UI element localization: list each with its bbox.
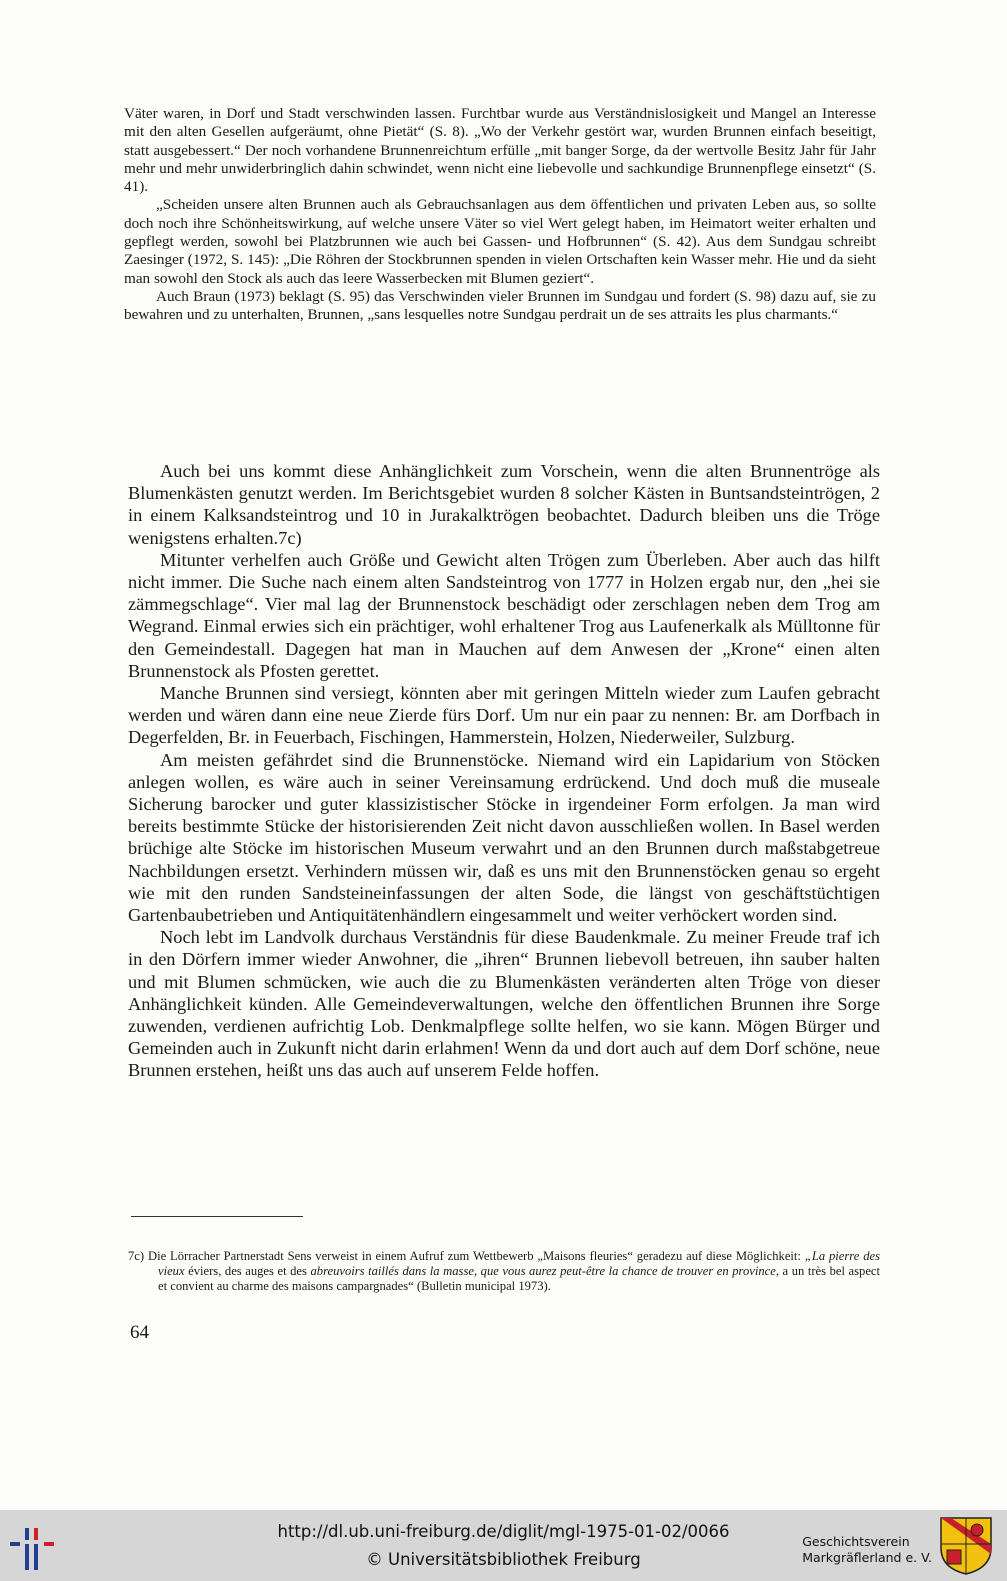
document-url[interactable]: http://dl.ub.uni-freiburg.de/diglit/mgl-1975-01-02/0066: [277, 1522, 730, 1541]
coat-of-arms-icon: [937, 1514, 995, 1576]
footnote-text: Die Lörracher Partnerstadt Sens verweist in einem Aufruf zum Wettbewerb „Maisons fleuries“ geradezu auf diese Möglichkeit:: [147, 1249, 805, 1263]
association-line: Geschichtsverein: [802, 1534, 910, 1549]
body-paragraph: Manche Brunnen sind versiegt, könnten aber mit geringen Mitteln wieder zum Laufen gebracht werden und wären dann eine neue Zierde fürs Dorf. Um nur ein paar zu nennen: Br. am Dorfbach in Degerfelden, Br. in Feuerbach, Fischingen, Hammerstein, Holzen, Niederweiler, Sulzburg.: [128, 683, 880, 748]
body-paragraph: Mitunter verhelfen auch Größe und Gewicht alten Trögen zum Überleben. Aber auch das hilft nicht immer. Die Suche nach einem alten Sandsteintrog von 1777 in Holzen ergab nur, den „hei sie zämmegschlage“. Vier mal lag der Brunnenstock beschädigt oder zerschlagen neben dem Trog am Wegrand. Einmal erwies sich ein prächtiger, wohl erhaltener Trog aus Laufenerkalk als Mülltonne für den Gemeindestall. Dagegen hat man in Mauchen auf dem Anwesen der „Krone“ einen alten Brunnenstock als Pfosten gerettet.: [128, 549, 880, 681]
footnote: [128, 1249, 880, 1294]
footnote-text: a un très bel aspect et convient au charme des maisons campargnades“ (Bulletin municipal 1973).: [158, 1264, 880, 1294]
footnote-italic: „La pierre des vieux: [158, 1249, 880, 1279]
association-name: [802, 1534, 932, 1566]
quote-paragraph: Väter waren, in Dorf und Stadt verschwinden lassen. Furchtbar wurde aus Verständnislosigkeit und Mangel an Interesse mit den alten Gesellen aufgeräumt, ohne Pietät“ (S. 8). „Wo der Verkehr gestört war, wurden Brunnen einfach beseitigt, statt ausgebessert.“ Der noch vorhandene Brunnenreichtum erfülle „mit banger Sorge, da der wertvolle Besitz Jahr für Jahr mehr und mehr unwiderbringlich dahin schwindet, wenn nicht eine liebevolle und sachkundige Brunnenpflege einsetzt“ (S. 41).: [124, 105, 876, 196]
page-number: 64: [130, 1322, 149, 1343]
quoted-block: [124, 105, 876, 325]
body-paragraph: Auch bei uns kommt diese Anhänglichkeit zum Vorschein, wenn die alten Brunnentröge als Blumenkästen genutzt werden. Im Berichtsgebiet wurden 8 solcher Kästen in Buntsandsteintrögen, 2 in einem Kalksandsteintrog und 10 in Jurakalktrögen beobachtet. Dadurch bleiben uns die Tröge wenigstens erhalten.7c): [128, 461, 880, 548]
main-text: [128, 460, 880, 1082]
viewer-footer: [0, 1510, 1007, 1581]
footnote-text: éviers, des auges et des: [184, 1264, 311, 1279]
footnote-marker: 7c): [128, 1249, 145, 1263]
quote-paragraph: Auch Braun (1973) beklagt (S. 95) das Verschwinden vieler Brunnen im Sundgau und fordert (S. 98) dazu auf, sie zu bewahren und zu unterhalten, Brunnen, „sans lesquelles notre Sundgau perdrait un de ses attraits les plus charmants.“: [124, 287, 876, 324]
body-paragraph: Noch lebt im Landvolk durchaus Verständnis für diese Baudenkmale. Zu meiner Freude traf ich in den Dörfern immer wieder Anwohner, die „ihren“ Brunnen liebevoll betreuen, ihn sauber halten und mit Blumen schmücken, wie auch die zu Blumenkästen veränderten alten Tröge von dieser Anhänglichkeit künden. Alle Gemeindeverwaltungen, welche den öffentlichen Brunnen ihre Sorge zuwenden, verdienen aufrichtig Lob. Denkmalpflege sollte helfen, wo sie kann. Mögen Bürger und Gemeinden auch in Zukunft nicht darin erlahmen! Wenn da und dort auch auf dem Dorf schöne, neue Brunnen erstehen, heißt uns das auch auf unserem Felde hoffen.: [128, 927, 880, 1081]
body-paragraph: Am meisten gefährdet sind die Brunnenstöcke. Niemand wird ein Lapidarium von Stöcken anlegen wollen, es wäre auch in seiner Vereinsamung erdrückend. Und doch muß die museale Sicherung barocker und guter klassizistischer Stöcke in irgendeiner Form erfolgen. Ja man wird bereits bestimmte Stücke der historisierenden Zeit nicht davon ausschließen wollen. In Basel werden brüchige alte Stöcke im historischen Museum verwahrt und an den Brunnen durch maßstabgetreue Nachbildungen ersetzt. Verhindern müssen wir, daß es uns mit den Brunnenstöcken genau so ergeht wie mit den runden Sandsteineinfassungen der alten Sode, die längst von geschäftstüchtigen Gartenbaubetrieben und Antiquitätenhändlern eingesammelt und weiter verhöckert worden sind.: [128, 749, 880, 926]
association-line: Markgräflerland e. V.: [802, 1550, 932, 1565]
copyright-text: © Universitätsbibliothek Freiburg: [366, 1550, 641, 1569]
footnote-italic: abreuvoirs taillés dans la masse, que vous aurez peut-être la chance de trouver en province,: [310, 1264, 779, 1279]
footnote-divider: [131, 1216, 303, 1217]
quote-paragraph: „Scheiden unsere alten Brunnen auch als Gebrauchsanlagen aus dem öffentlichen und privaten Leben aus, so sollte doch noch ihre Schönheitswirkung, auf welche unsere Väter so viel Wert gelegt haben, im Heimatort weiter erhalten und gepflegt werden, sowohl bei Platzbrunnen wie auch bei Gassen- und Hofbrunnen“ (S. 42). Aus dem Sundgau schreibt Zaesinger (1972, S. 145): „Die Röhren der Stockbrunnen spenden in vielen Ortschaften kein Wasser mehr. Hie und da sieht man sowohl den Stock als auch das leere Wasserbecken mit Blumen geziert“.: [124, 196, 876, 287]
